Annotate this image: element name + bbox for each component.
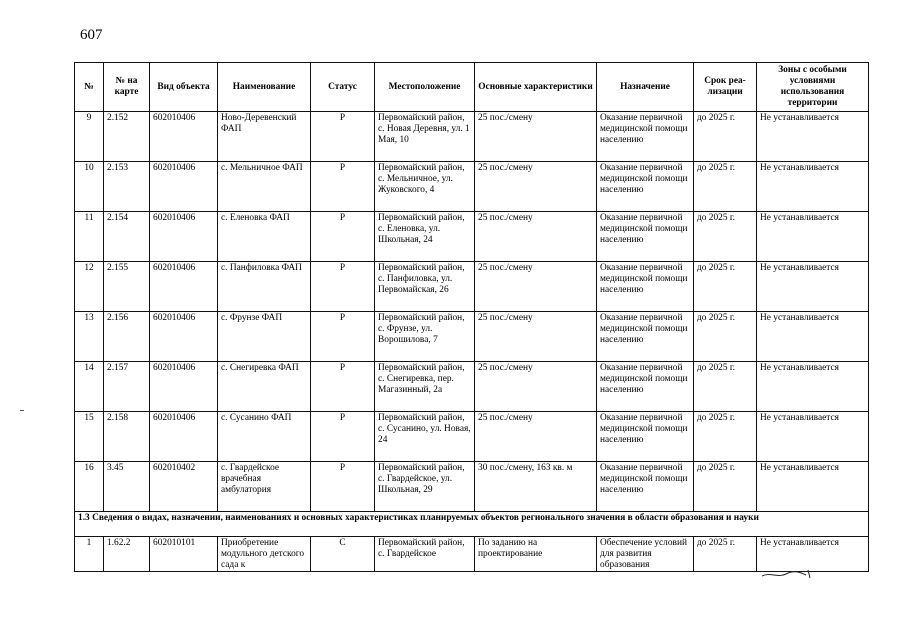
table-row	[75, 537, 869, 572]
cell-term: до 2025 г.	[694, 112, 757, 162]
table-row	[75, 162, 869, 212]
table-row	[75, 312, 869, 362]
cell-location: Первомайский район, с. Сусанино, ул. Новая, 24	[375, 412, 475, 462]
cell-status: Р	[311, 412, 375, 462]
table-row	[75, 112, 869, 162]
table-row	[75, 212, 869, 262]
cell-status: Р	[311, 462, 375, 512]
cell-map-number: 1.62.2	[104, 537, 150, 572]
cell-term: до 2025 г.	[694, 262, 757, 312]
cell-number: 15	[75, 412, 104, 462]
cell-zones: Не устанавливается	[757, 112, 869, 162]
cell-status: Р	[311, 112, 375, 162]
cell-zones: Не устанавливается	[757, 312, 869, 362]
cell-name: с. Мельничное ФАП	[218, 162, 311, 212]
cell-map-number: 2.156	[104, 312, 150, 362]
cell-zones: Не устанавливается	[757, 212, 869, 262]
scan-mark	[20, 410, 24, 411]
cell-name: Приобретение модульного детского сада к	[218, 537, 311, 572]
cell-map-number: 3.45	[104, 462, 150, 512]
cell-location: Первомайский район, с. Новая Деревня, ул. 1 Мая, 10	[375, 112, 475, 162]
cell-number: 9	[75, 112, 104, 162]
cell-purpose: Оказание первичной медицинской помощи населению	[597, 462, 694, 512]
cell-map-number: 2.157	[104, 362, 150, 412]
cell-name: с. Сусанино ФАП	[218, 412, 311, 462]
cell-location: Первомайский район, с. Снегиревка, пер. Магазинный, 2а	[375, 362, 475, 412]
cell-status: Р	[311, 312, 375, 362]
cell-number: 10	[75, 162, 104, 212]
cell-term: до 2025 г.	[694, 312, 757, 362]
cell-purpose: Оказание первичной медицинской помощи населению	[597, 362, 694, 412]
header-status: Статус	[311, 63, 375, 112]
cell-status: С	[311, 537, 375, 572]
cell-map-number: 2.153	[104, 162, 150, 212]
cell-map-number: 2.152	[104, 112, 150, 162]
header-number: №	[75, 63, 104, 112]
cell-purpose: Обеспечение условий для развития образования	[597, 537, 694, 572]
cell-number: 1	[75, 537, 104, 572]
cell-location: Первомайский район, с. Гвардейское, ул. Школьная, 29	[375, 462, 475, 512]
cell-characteristics: 30 пос./смену, 163 кв. м	[475, 462, 597, 512]
cell-status: Р	[311, 362, 375, 412]
cell-characteristics: 25 пос./смену	[475, 112, 597, 162]
cell-term: до 2025 г.	[694, 212, 757, 262]
cell-object-type: 602010406	[150, 212, 218, 262]
cell-characteristics: По заданию на проектирование	[475, 537, 597, 572]
cell-purpose: Оказание первичной медицинской помощи населению	[597, 162, 694, 212]
cell-characteristics: 25 пос./смену	[475, 212, 597, 262]
signature-scribble	[760, 566, 820, 580]
cell-characteristics: 25 пос./смену	[475, 312, 597, 362]
cell-object-type: 602010406	[150, 262, 218, 312]
cell-map-number: 2.158	[104, 412, 150, 462]
cell-location: Первомайский район, с. Мельничное, ул. Жуковского, 4	[375, 162, 475, 212]
cell-purpose: Оказание первичной медицинской помощи населению	[597, 112, 694, 162]
cell-purpose: Оказание первичной медицинской помощи населению	[597, 312, 694, 362]
cell-number: 11	[75, 212, 104, 262]
cell-status: Р	[311, 262, 375, 312]
page-number: 607	[80, 27, 103, 43]
cell-term: до 2025 г.	[694, 162, 757, 212]
cell-location: Первомайский район, с. Еленовка, ул. Школьная, 24	[375, 212, 475, 262]
header-zones: Зоны с особыми условиями использования территории	[757, 63, 869, 112]
table-row	[75, 362, 869, 412]
header-purpose: Назначение	[597, 63, 694, 112]
cell-term: до 2025 г.	[694, 362, 757, 412]
header-term: Срок реа-лизации	[694, 63, 757, 112]
cell-object-type: 602010402	[150, 462, 218, 512]
header-characteristics: Основные характеристики	[475, 63, 597, 112]
cell-object-type: 602010406	[150, 412, 218, 462]
section-title: 1.3 Сведения о видах, назначении, наименованиях и основных характеристиках планируемых объектов регионального значения в области образования и науки	[75, 512, 869, 537]
cell-name: с. Панфиловка ФАП	[218, 262, 311, 312]
header-location: Местоположение	[375, 63, 475, 112]
cell-zones: Не устанавливается	[757, 362, 869, 412]
header-map-number: № на карте	[104, 63, 150, 112]
cell-location: Первомайский район, с. Панфиловка, ул. Первомайская, 26	[375, 262, 475, 312]
cell-characteristics: 25 пос./смену	[475, 362, 597, 412]
cell-number: 16	[75, 462, 104, 512]
cell-object-type: 602010406	[150, 112, 218, 162]
cell-term: до 2025 г.	[694, 462, 757, 512]
cell-number: 14	[75, 362, 104, 412]
header-name: Наименование	[218, 63, 311, 112]
cell-status: Р	[311, 212, 375, 262]
cell-characteristics: 25 пос./смену	[475, 162, 597, 212]
cell-zones: Не устанавливается	[757, 412, 869, 462]
header-object-type: Вид объекта	[150, 63, 218, 112]
table-header-row	[75, 63, 869, 112]
cell-object-type: 602010406	[150, 362, 218, 412]
table-row	[75, 262, 869, 312]
cell-number: 13	[75, 312, 104, 362]
cell-name: с. Снегиревка ФАП	[218, 362, 311, 412]
cell-number: 12	[75, 262, 104, 312]
cell-characteristics: 25 пос./смену	[475, 412, 597, 462]
cell-map-number: 2.155	[104, 262, 150, 312]
cell-name: с. Фрунзе ФАП	[218, 312, 311, 362]
table-row	[75, 462, 869, 512]
planning-objects-table	[74, 62, 869, 572]
cell-zones: Не устанавливается	[757, 462, 869, 512]
cell-name: Ново-Деревенский ФАП	[218, 112, 311, 162]
cell-purpose: Оказание первичной медицинской помощи населению	[597, 212, 694, 262]
cell-characteristics: 25 пос./смену	[475, 262, 597, 312]
cell-purpose: Оказание первичной медицинской помощи населению	[597, 262, 694, 312]
cell-name: с. Еленовка ФАП	[218, 212, 311, 262]
cell-zones: Не устанавливается	[757, 262, 869, 312]
cell-object-type: 602010101	[150, 537, 218, 572]
cell-status: Р	[311, 162, 375, 212]
cell-object-type: 602010406	[150, 162, 218, 212]
cell-object-type: 602010406	[150, 312, 218, 362]
cell-location: Первомайский район, с. Фрунзе, ул. Ворошилова, 7	[375, 312, 475, 362]
cell-zones: Не устанавливается	[757, 537, 869, 572]
cell-purpose: Оказание первичной медицинской помощи населению	[597, 412, 694, 462]
cell-location: Первомайский район, с. Гвардейское	[375, 537, 475, 572]
cell-term: до 2025 г.	[694, 537, 757, 572]
cell-map-number: 2.154	[104, 212, 150, 262]
table-row	[75, 412, 869, 462]
cell-name: с. Гвардейское врачебная амбулатория	[218, 462, 311, 512]
cell-term: до 2025 г.	[694, 412, 757, 462]
section-header-row	[75, 512, 869, 537]
cell-zones: Не устанавливается	[757, 162, 869, 212]
